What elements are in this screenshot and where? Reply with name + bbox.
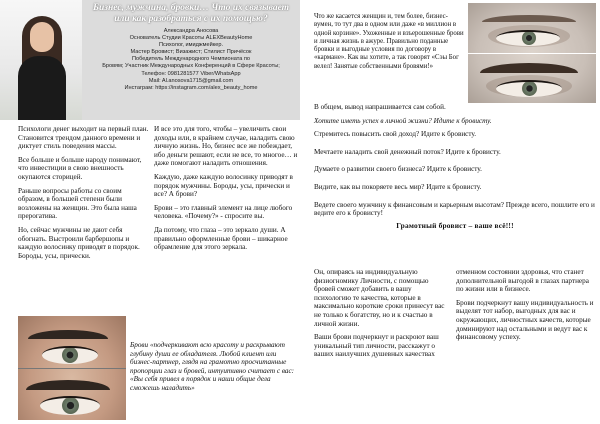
author-name: Александра Аносова bbox=[163, 28, 219, 34]
paragraph: Раньше вопросы работы со своим образом, в большей степени были возложены на женщин. Это была наша прерогатива. bbox=[18, 186, 137, 221]
paragraph: Думаете о развитии своего бизнеса? Идите к бровисту. bbox=[314, 165, 482, 174]
paragraph: И все это для того, чтобы – увеличить свои доходы или, в крайнем случае, наладить свою личную жизнь. Но, бизнес все же побеждает, ибо деньги решают, если не все, то многое… и даже помогают наладить отношения. bbox=[154, 125, 298, 168]
paragraph: Хотите иметь успех в личной жизни? Идите к бровисту. bbox=[314, 116, 492, 125]
photo-eyebrow bbox=[26, 380, 110, 390]
author-info-panel bbox=[82, 0, 300, 120]
photo-eyebrow bbox=[482, 15, 576, 22]
paragraph: В общем, вывод напрашивается сам собой. bbox=[314, 103, 446, 111]
eyebrow-photo-before-after bbox=[18, 316, 126, 420]
photo-eyebrow bbox=[28, 330, 108, 339]
author-info-line: Мастер Бровист; Визажист; Стилист Причёсок bbox=[130, 49, 252, 56]
author-info-line: Психолог, имиджмейкер. bbox=[158, 42, 224, 49]
paragraph: Видите, как вы покоряете весь мир? Идите к бровисту. bbox=[314, 182, 482, 191]
paragraph: Стремитесь повысить свой доход? Идите к бровисту. bbox=[314, 130, 477, 139]
photo-body bbox=[18, 56, 66, 120]
author-info-line: Победитель Международного Чемпионата по bbox=[131, 56, 251, 63]
paragraph: Мечтаете наладить свой денежный поток? Идите к бровисту. bbox=[314, 147, 501, 156]
paragraph: Да потому, что глаза – это зеркало души. А правильно оформленные брови – шикарное обрамление для этого зеркала. bbox=[154, 225, 288, 252]
author-email: Mail: Al.anosova1715@gmail.com bbox=[148, 77, 234, 84]
photo-eye bbox=[42, 346, 98, 364]
paragraph: Все больше и больше народу понимают, что инвестиции в свою внешность окупаются сторицей. bbox=[18, 155, 142, 181]
photo-eye bbox=[496, 80, 562, 97]
photo-face bbox=[30, 22, 54, 52]
column-1 bbox=[18, 125, 150, 265]
section-heading: Грамотный бровист – ваше всё!!! bbox=[396, 220, 514, 230]
column-3-bottom-right bbox=[456, 268, 596, 347]
paragraph: отменном состоянии здоровья, что станет дополнительной выгодой в глазах партнера по жизни или в бизнесе. bbox=[456, 268, 589, 294]
paragraph: Что же касается женщин и, тем более, бизнес-вумен, то тут два в одном или даже «в миллион в одной корзине». Ухоженные и взъерошенные брови и личная жизнь в ажуре. Правильно поданные бровки и выгодные условия по договору в «кармане». Как вы хотите, а так говорят «Сэы Бог велел! Занятые собственными бровями!» bbox=[314, 13, 464, 70]
column-3-middle bbox=[314, 103, 596, 230]
author-photo bbox=[0, 0, 82, 120]
author-info-line: Бровям; Участник Международных Конференций в Сфере Красоты; bbox=[102, 63, 280, 70]
author-info-line: Основатель Студии Красоты ALEXBeautyHome bbox=[129, 35, 253, 42]
paragraph: Ваши брови подчеркнут и раскроют ваш уникальный тип личности, расскажут о ваших наилучших душевных качествах bbox=[314, 333, 439, 359]
paragraph: Но, сейчас мужчины не дают себя обогнать. Выстроили барбершопы и каждую волосинку приводят в порядок. Бороды, усы, прически. bbox=[18, 225, 140, 260]
author-instagram: Инстаграм: https://instagram.com/alex_beauty_home bbox=[124, 84, 258, 91]
author-phone: Телефон: 0981281577 Viber/WhatsApp bbox=[141, 70, 241, 77]
photo-eyebrow bbox=[480, 63, 578, 73]
header-banner bbox=[0, 0, 300, 120]
article-title: Бизнес, мужчина, бровки… Что их связывает или как разобраться с их помощью? bbox=[92, 3, 290, 24]
paragraph: Брови – это главный элемент на лице любого человека. «Почему?» - спросите вы. bbox=[154, 203, 293, 221]
paragraph: Он, опираясь на индивидуальную физиогномику Личности, с помощью бровей сможет добавить в вашу психологию те качества, которые в максимально короткие сроки принесут вас не только к богатству, но и к счастью в личной жизни. bbox=[314, 268, 445, 328]
paragraph: Психологи денег выходит на первый план. Становится трендом данного времени и диктует стиль поведения массы. bbox=[18, 125, 149, 151]
column-2-bottom bbox=[130, 341, 298, 398]
photo-eye bbox=[496, 30, 560, 46]
paragraph: Каждую, даже каждую волосинку приводят в порядок мужчины. Бороды, усы, прически и все? А брови? bbox=[154, 172, 293, 199]
column-3-bottom-left bbox=[314, 268, 450, 364]
column-3-top bbox=[314, 13, 464, 76]
photo-eye bbox=[40, 396, 100, 415]
eyebrow-photo-before-after bbox=[468, 3, 596, 103]
paragraph: Ведете своего мужчину к финансовым и карьерным высотам? Прежде всего, пошлите его и ведите его к бровисту! bbox=[314, 200, 595, 218]
paragraph: Брови «подчеркивают всю красоту и раскрывают глубину души ее обладателя. Любой клиент или бизнес-партнер, глядя на грамотно просчитанные пропорции глаз и бровей, интуитивно считает с вас: «Вы себя привел в порядок и наши общие дела сможешь наладить» bbox=[130, 341, 295, 392]
column-2 bbox=[154, 125, 298, 257]
paragraph: Брови подчеркнут вашу индивидуальность и выделят тот набор, выгодных для вас и окружающих, личностных качеств, которые доминируют над остальными и ведут вас к финансовому успеху. bbox=[456, 298, 594, 342]
